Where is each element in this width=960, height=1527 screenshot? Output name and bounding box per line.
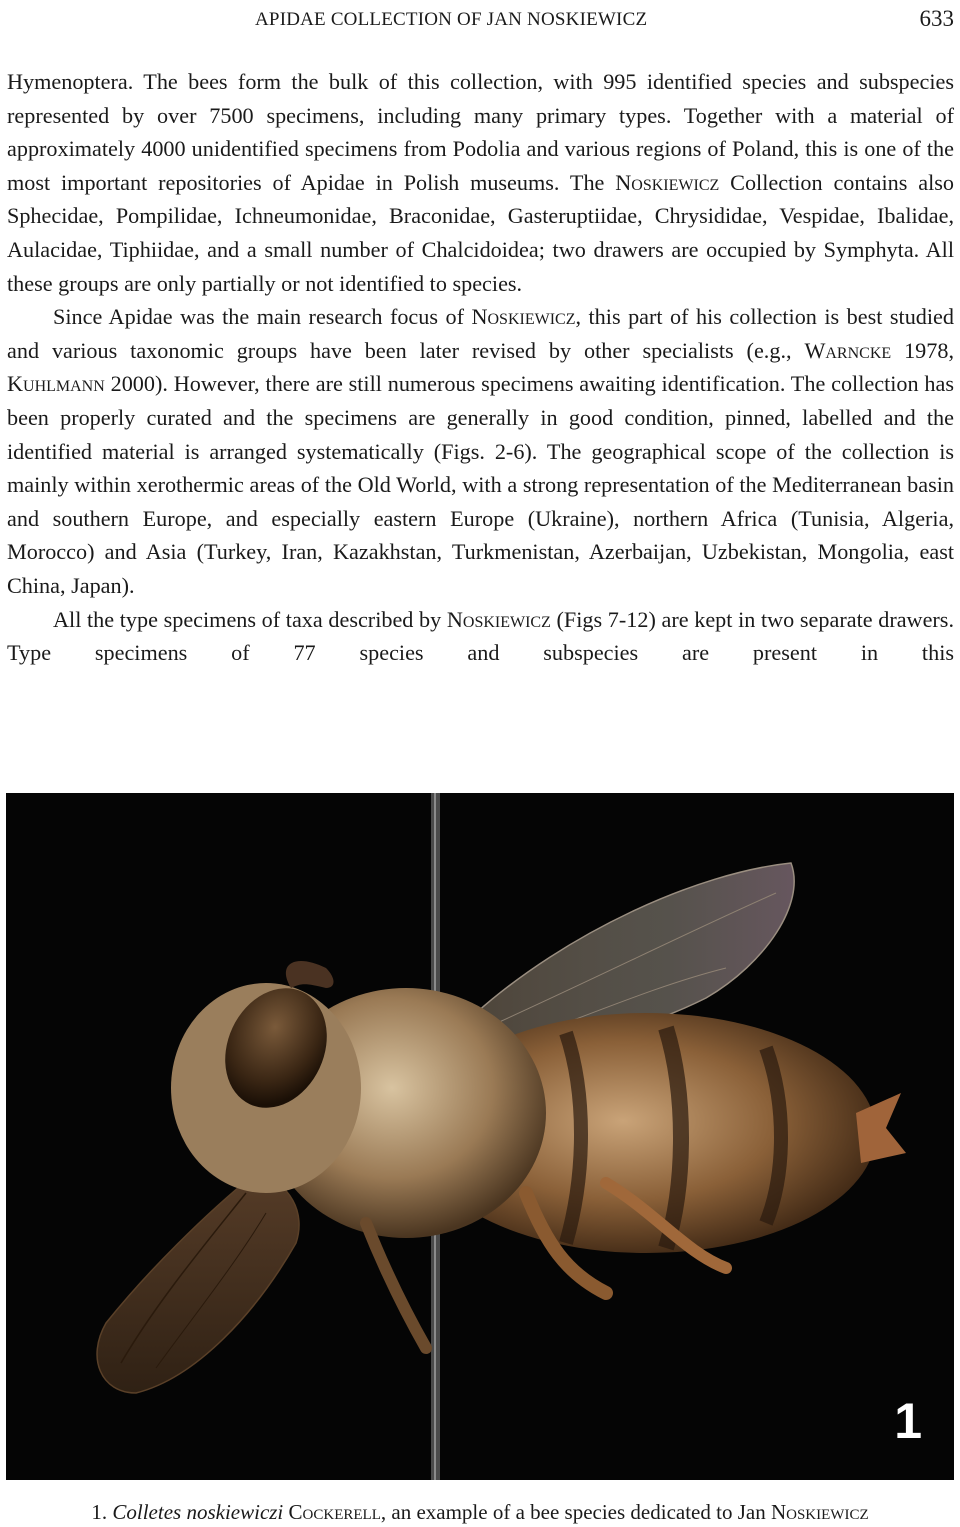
paragraph-2: Since Apidae was the main research focus of Noskiewicz, this part of his collection is best studied and various taxonomic groups have been later revised by other specialists (e.g., Warncke 1978, Kuhlmann 2000). However, there are still numerous specimens awaiting identification. The collection has been properly curated and the specimens are generally in good condition, pinned, labelled and the identified material is arranged systematically (Figs. 2-6). The geographical scope of the collection is mainly within xerothermic areas of the Old World, with a strong representation of the Mediterranean basin and southern Europe, and especially eastern Europe (Ukraine), northern Africa (Tunisia, Algeria, Morocco) and Asia (Turkey, Iran, Kazakhstan, Turkmenistan, Azerbaijan, Uzbekistan, Mongolia, east China, Japan). xyxy=(7,304,954,598)
body-text xyxy=(7,65,954,670)
antenna xyxy=(286,961,334,988)
running-header xyxy=(0,6,960,32)
leg xyxy=(366,1223,426,1348)
dedicatee-name: Noskiewicz xyxy=(770,1500,869,1524)
species-name: Colletes noskiewiczi xyxy=(112,1500,284,1524)
author-name: Noskiewicz xyxy=(446,606,551,632)
author-name: Noskiewicz xyxy=(471,304,576,330)
bee-specimen-illustration xyxy=(6,793,954,1480)
running-title: APIDAE COLLECTION OF JAN NOSKIEWICZ xyxy=(255,9,648,30)
figure-number: 1 xyxy=(894,1393,922,1449)
paragraph-1: Hymenoptera. The bees form the bulk of this collection, with 995 identified species and subspecies represented by over 7500 specimens, including many primary types. Together with a material of approximately 4000 unidentified specimens from Podolia and various regions of Poland, this is one of the most important repositories of Apidae in Polish museums. The Noskiewicz Collection contains also Sphecidae, Pompilidae, Ichneumonidae, Braconidae, Gasteruptiidae, Chrysididae, Vespidae, Ibalidae, Aulacidae, Tiphiidae, and a small number of Chalcidoidea; two drawers are occupied by Symphyta. All these groups are only partially or not identified to species. xyxy=(7,69,954,296)
specimen-photograph xyxy=(6,793,954,1480)
figure-caption: 1. Colletes noskiewiczi Cockerell, an example of a bee species dedicated to Jan Noskiewicz xyxy=(91,1500,869,1524)
paragraph-3: All the type specimens of taxa described by Noskiewicz (Figs 7-12) are kept in two separate drawers. Type specimens of 77 species and subspecies are present in this xyxy=(7,606,954,666)
page-number: 633 xyxy=(919,6,954,31)
far-wing xyxy=(97,1173,299,1393)
citation-author: Kuhlmann xyxy=(7,371,105,397)
species-author: Cockerell xyxy=(288,1500,381,1524)
author-name: Noskiewicz xyxy=(615,169,720,195)
citation-author: Warncke xyxy=(804,337,892,363)
